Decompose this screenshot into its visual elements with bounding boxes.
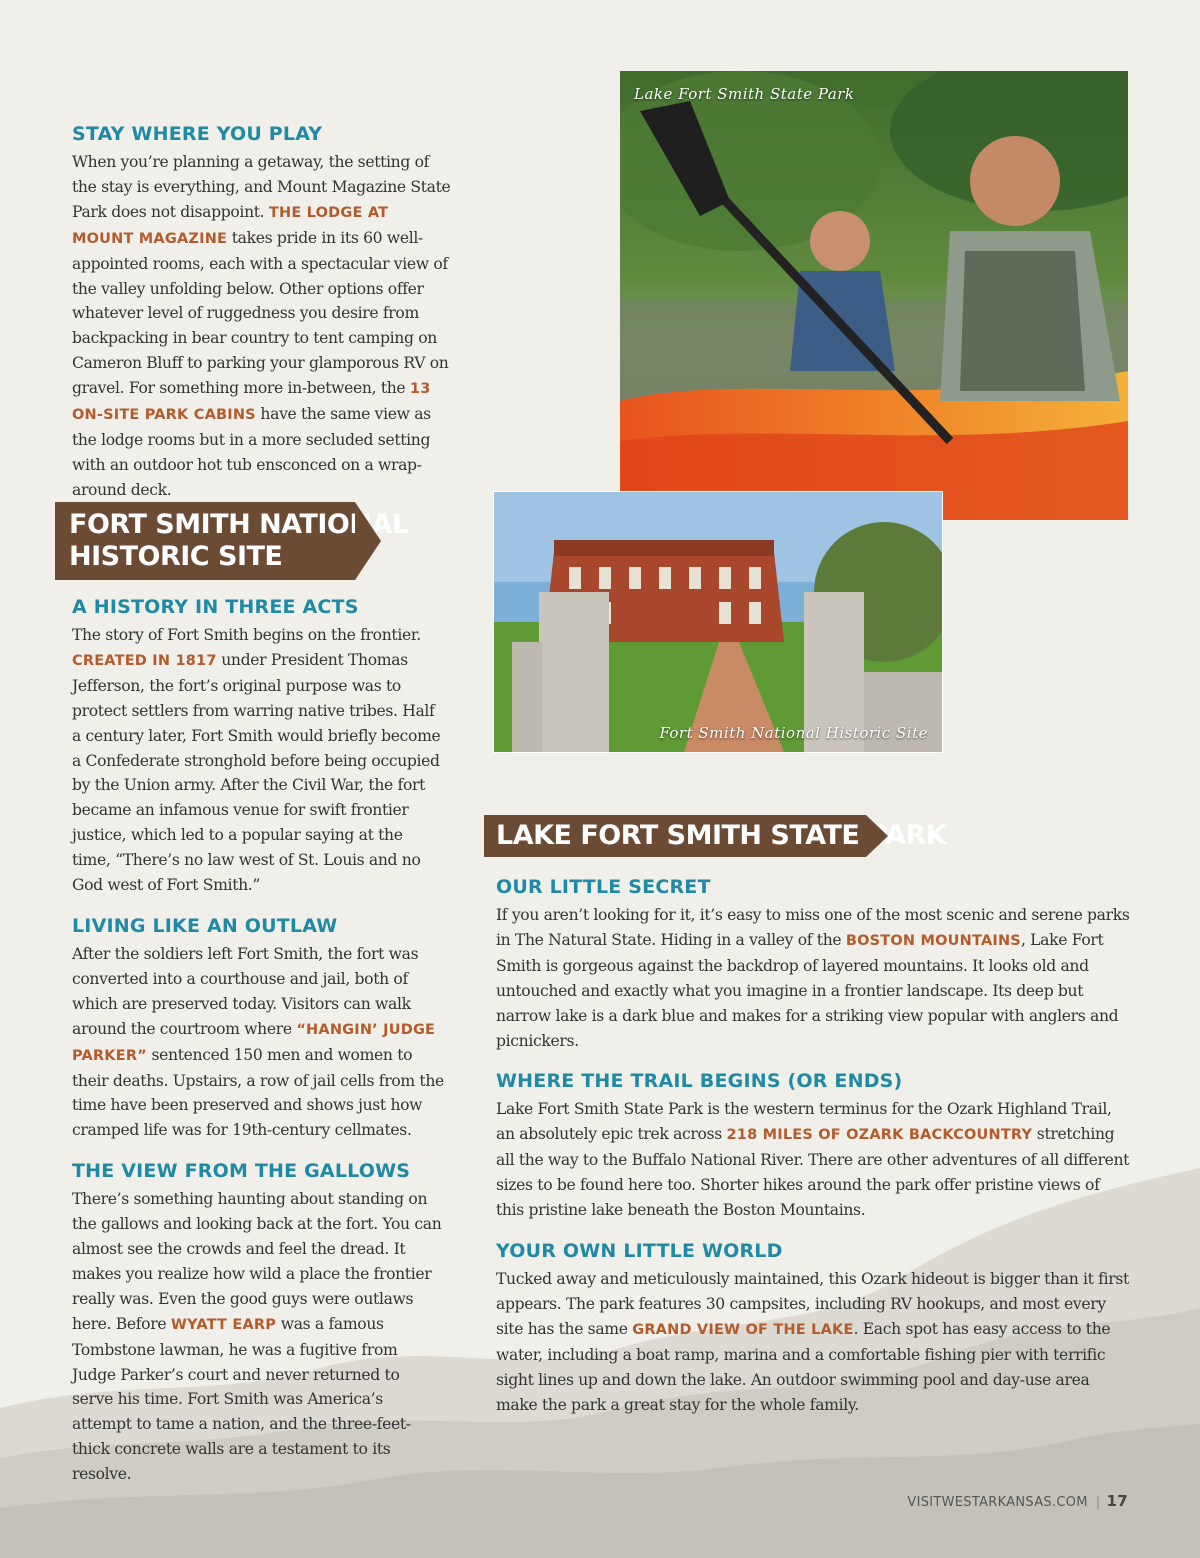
section-heading: YOUR OWN LITTLE WORLD (496, 1239, 783, 1262)
banner-title-line2: HISTORIC SITE (69, 541, 283, 572)
grand-view-highlight: GRAND VIEW OF THE LAKE (632, 1321, 854, 1338)
created-highlight: CREATED IN 1817 (72, 652, 217, 669)
section-heading: A HISTORY IN THREE ACTS (72, 596, 359, 618)
section-heading: WHERE THE TRAIL BEGINS (OR ENDS) (496, 1070, 903, 1093)
outlaw-section (72, 914, 444, 1143)
section-body: When you’re planning a getaway, the setting of the stay is everything, and Mount Magazine State Park does not disappoint. THE LODGE AT MOUNT MAGAZINE takes pride in its 60 well-appointed rooms, each with a spectacular view of the valley unfolding below. Other options offer whatever level of ruggedness you desire from backpacking in bear country to tent camping on Cameron Bluff to parking your glamporous RV on gravel. For something more in-between, the 13 ON-SITE PARK CABINS have the same view as the lodge rooms but in a more secluded setting with an outdoor hot tub ensconced on a wrap-around deck. (72, 153, 451, 499)
judge-parker-highlight: “HANGIN’ JUDGE PARKER” (72, 1021, 436, 1064)
section-heading: LIVING LIKE AN OUTLAW (72, 914, 338, 937)
banner-arrow (355, 502, 381, 580)
world-section (496, 1239, 1130, 1417)
left-column-lower (72, 595, 444, 1487)
cabins-highlight: 13 ON-SITE PARK CABINS (72, 381, 431, 424)
banner-arrow (866, 815, 888, 857)
gallows-section (72, 1159, 444, 1487)
secret-section (496, 875, 1130, 1053)
fort-smith-banner (55, 502, 409, 580)
kayak-caption: Lake Fort Smith State Park (634, 85, 855, 103)
left-column (72, 122, 454, 503)
section-heading: STAY WHERE YOU PLAY (72, 123, 323, 145)
trail-section (496, 1069, 1130, 1223)
section-body: Tucked away and meticulously maintained, this Ozark hideout is bigger than it first appears. The park features 30 campsites, including RV hookups, and most every site has the same GRAND VIEW OF THE LAKE. Each spot has easy access to the water, including a boat ramp, marina and a comfortable fishing pier with terrific sight lines up and down the lake. An outdoor swimming pool and day-use area make the park a great stay for the whole family. (496, 1269, 1129, 1414)
section-body: The story of Fort Smith begins on the frontier. CREATED IN 1817 under President Thomas Jefferson, the fort’s original purpose was to protect settlers from warring native tribes. Half a century later, Fort Smith would briefly become a Confederate stronghold before being occupied by the Union army. After the Civil War, the fort became an infamous venue for swift frontier justice, which led to a popular saying at the time, “There’s no law west of St. Louis and no God west of Fort Smith.” (72, 626, 441, 895)
fort-caption: Fort Smith National Historic Site (659, 724, 928, 742)
boston-mountains-highlight: BOSTON MOUNTAINS (845, 932, 1021, 949)
fort-illustration (494, 492, 942, 752)
section-body: There’s something haunting about standing on the gallows and looking back at the fort. You can almost see the crowds and feel the dread. It makes you realize how wild a place the frontier really was. Even the good guys were outlaws here. Before WYATT EARP was a famous Tombstone lawman, he was a fugitive from Judge Parker’s court and never returned to serve his time. Fort Smith was America’s attempt to tame a nation, and the three-feet-thick concrete walls are a testament to its resolve. (72, 1190, 442, 1484)
history-section (72, 595, 444, 898)
footer-site-url[interactable]: VISITWESTARKANSAS.COM (907, 1495, 1088, 1510)
section-heading: THE VIEW FROM THE GALLOWS (72, 1160, 411, 1183)
section-body: If you aren’t looking for it, it’s easy to miss one of the most scenic and serene parks in The Natural State. Hiding in a valley of the BOSTON MOUNTAINS, Lake Fort Smith is gorgeous against the backdrop of layered mountains. It looks old and untouched and exactly what you imagine in a frontier landscape. Its deep but narrow lake is a dark blue and makes for a striking view popular with anglers and picnickers. (496, 906, 1130, 1050)
page-number: 17 (1106, 1492, 1128, 1510)
fort-photo (494, 492, 942, 752)
section-body: After the soldiers left Fort Smith, the fort was converted into a courthouse and jail, both of which are preserved today. Visitors can walk around the courtroom where “HANGIN’ JUDGE PARKER” sentenced 150 men and women to their deaths. Upstairs, a row of jail cells from the time have been preserved and shows just how cramped life was for 19th-century cellmates. (72, 944, 444, 1140)
banner-title: LAKE FORT SMITH STATE PARK (496, 820, 947, 851)
right-column (496, 875, 1130, 1417)
backcountry-highlight: 218 MILES OF OZARK BACKCOUNTRY (726, 1127, 1033, 1144)
section-heading: OUR LITTLE SECRET (496, 876, 711, 898)
section-body: Lake Fort Smith State Park is the western terminus for the Ozark Highland Trail, an absolutely epic trek across 218 MILES OF OZARK BACKCOUNTRY stretching all the way to the Buffalo National River. There are other adventures of all different sizes to be found here too. Shorter hikes around the park offer pristine views of this pristine lake beneath the Boston Mountains. (496, 1100, 1130, 1220)
page-footer (907, 1492, 1128, 1510)
footer-separator: | (1095, 1495, 1101, 1510)
lodge-highlight: THE LODGE AT MOUNT MAGAZINE (72, 204, 389, 247)
wyatt-earp-highlight: WYATT EARP (170, 1316, 277, 1333)
stay-section (72, 122, 454, 503)
kayak-photo (620, 71, 1128, 520)
kayak-illustration (620, 71, 1128, 520)
banner-title-line1: FORT SMITH NATIONAL (69, 509, 409, 540)
lake-fort-smith-banner (484, 815, 947, 857)
